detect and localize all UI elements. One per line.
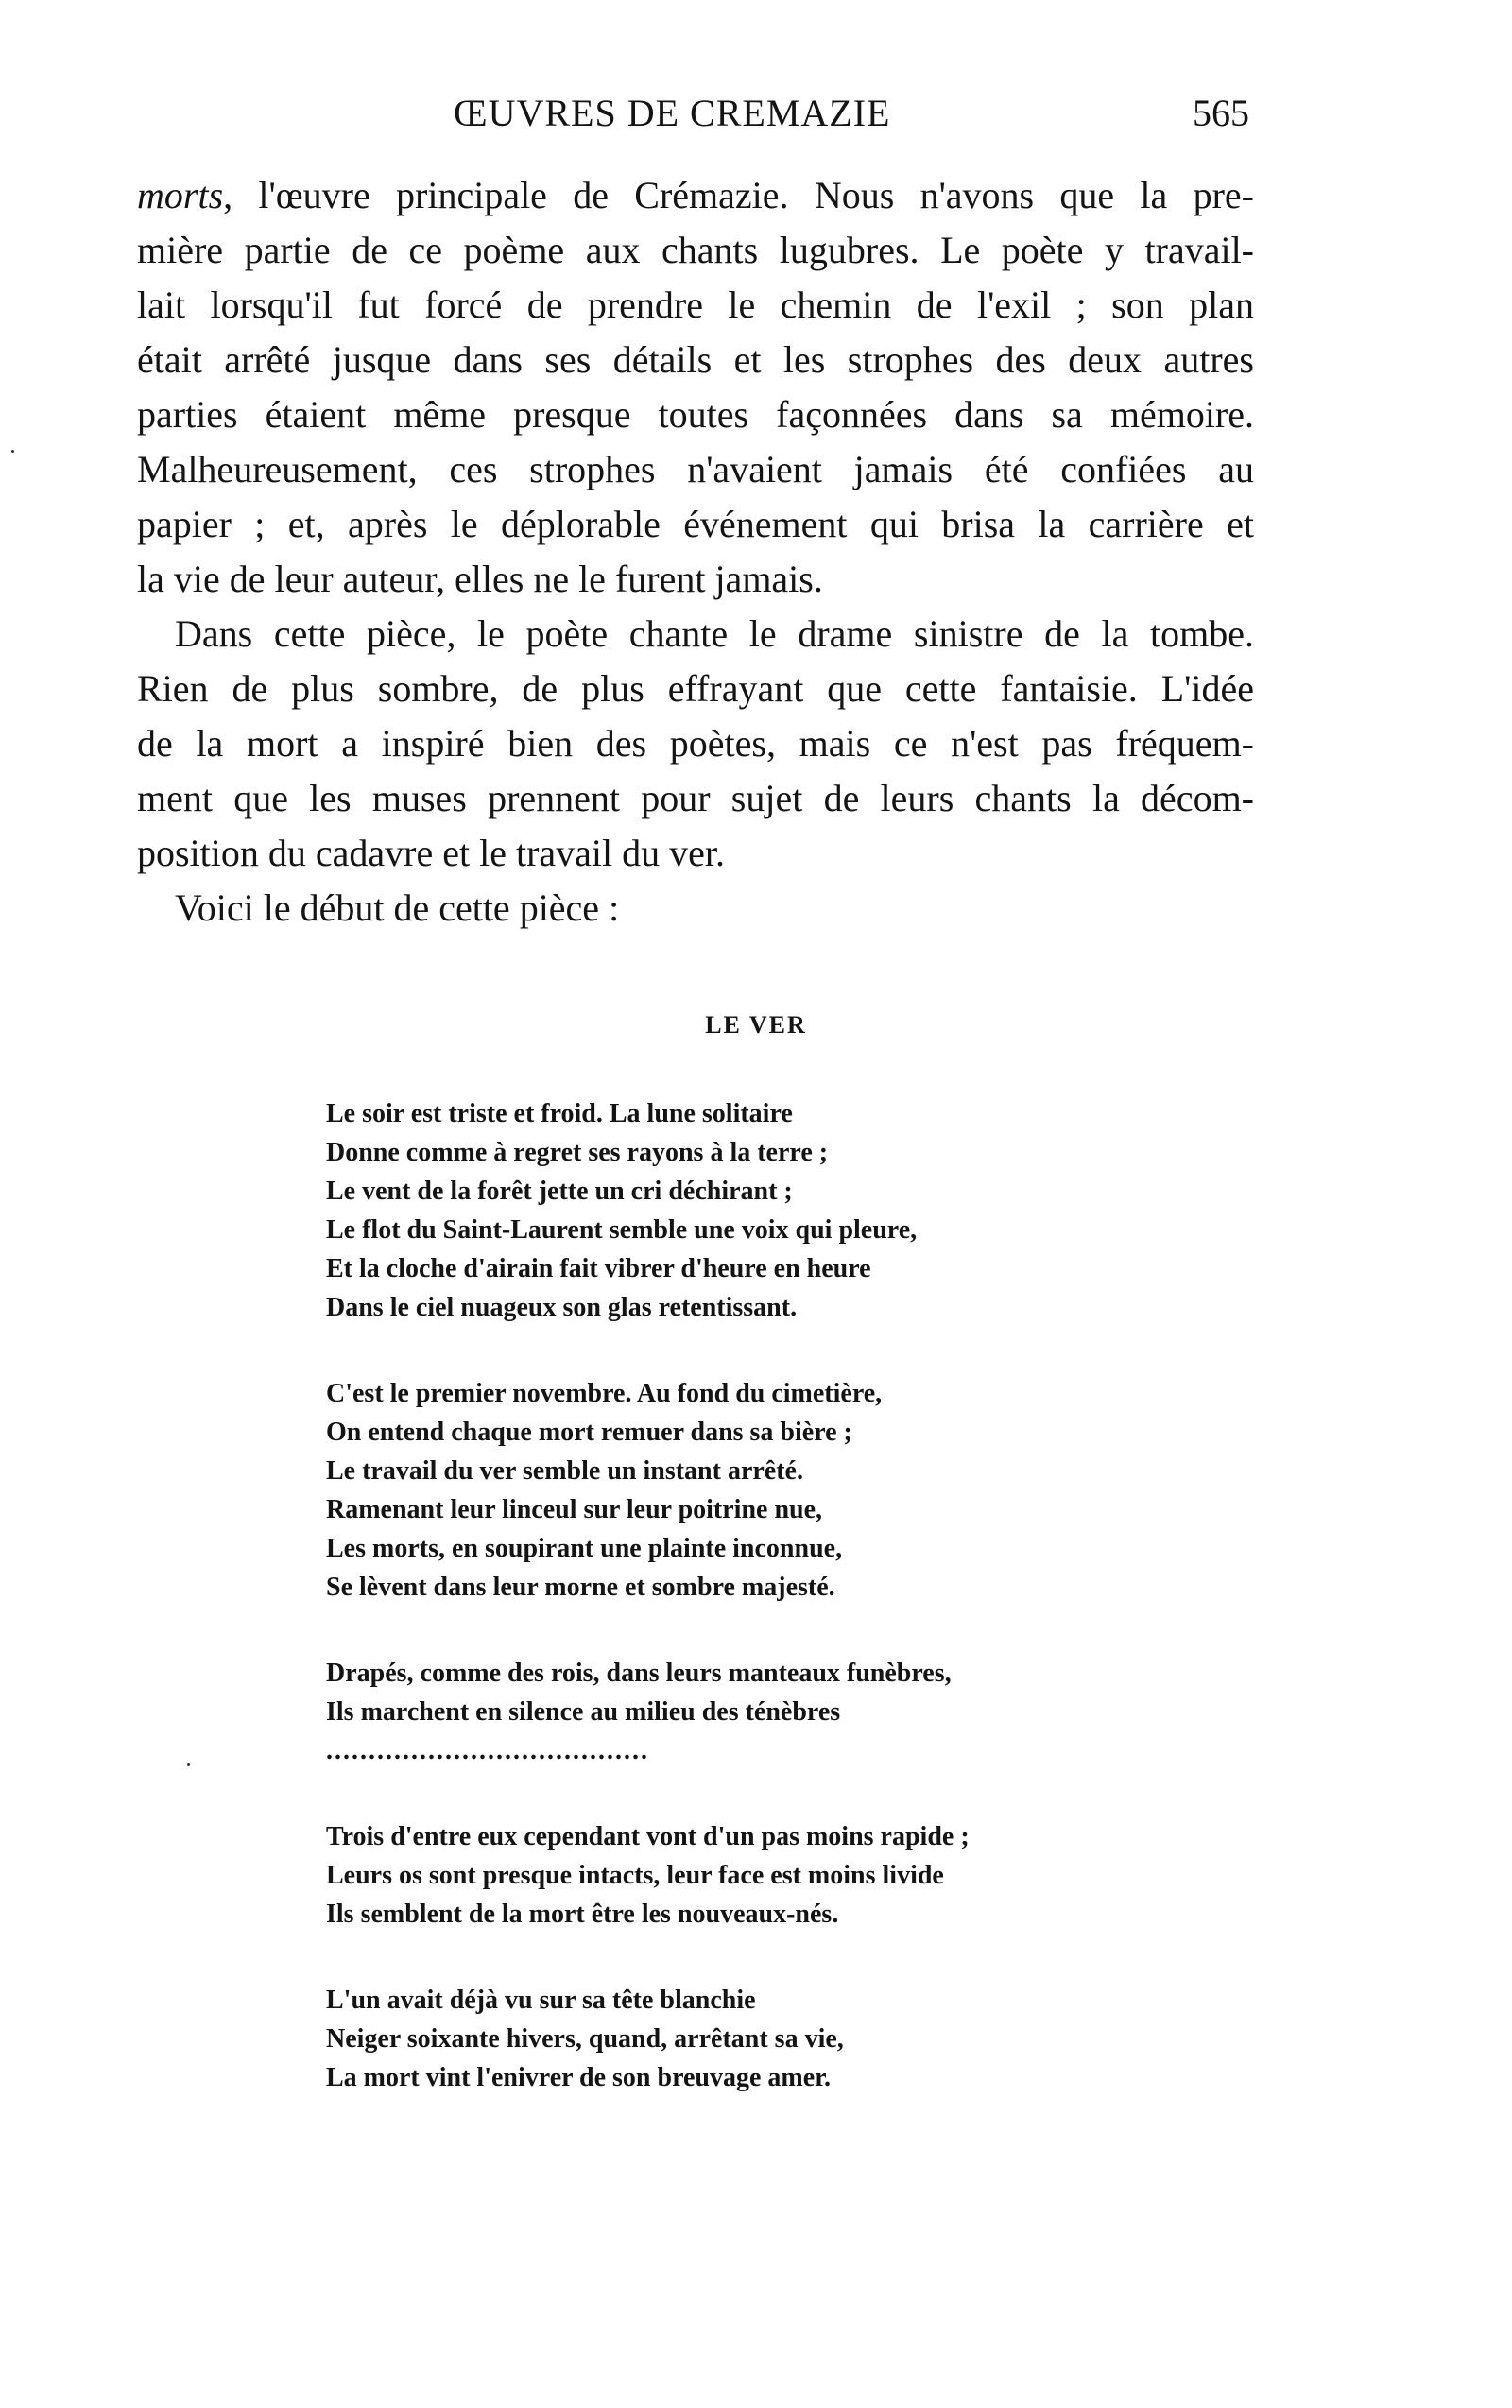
- verse-line: On entend chaque mort remuer dans sa bière ;: [326, 1418, 852, 1447]
- verse-line: Le vent de la forêt jette un cri déchirant ;: [326, 1177, 793, 1206]
- verse-line: Le flot du Saint-Laurent semble une voix qui pleure,: [326, 1215, 918, 1245]
- running-title: ŒUVRES DE CREMAZIE: [454, 92, 891, 134]
- prose-line: la vie de leur auteur, elles ne le furent jamais.: [137, 558, 823, 600]
- print-speck: [187, 1763, 190, 1766]
- italic-word: morts: [137, 174, 224, 216]
- prose-line: lait lorsqu'il fut forcé de prendre le chemin de l'exil ; son plan: [137, 284, 1254, 326]
- verse-line: Donne comme à regret ses rayons à la terre ;: [326, 1138, 829, 1167]
- prose-line: Voici le début de cette pièce :: [175, 886, 620, 929]
- ellipsis-line: ......................................: [326, 1736, 649, 1765]
- stanza: [326, 1981, 1177, 2097]
- poem-title: LE VER: [705, 1011, 807, 1039]
- prose-line: position du cadavre et le travail du ver.: [137, 832, 726, 874]
- verse-line: Et la cloche d'airain fait vibrer d'heure en heure: [326, 1254, 871, 1283]
- verse-line: Ils marchent en silence au milieu des ténèbres: [326, 1697, 841, 1727]
- stanza: [326, 1374, 1177, 1607]
- poem: [326, 1094, 1177, 2144]
- verse-line: Le soir est triste et froid. La lune solitaire: [326, 1099, 793, 1128]
- prose-body: [137, 168, 1254, 936]
- verse-line: Neiger soixante hivers, quand, arrêtant sa vie,: [326, 2024, 844, 2054]
- verse-line: Ramenant leur linceul sur leur poitrine nue,: [326, 1495, 823, 1524]
- verse-line: C'est le premier novembre. Au fond du cimetière,: [326, 1379, 883, 1408]
- verse-line: Drapés, comme des rois, dans leurs manteaux funèbres,: [326, 1659, 952, 1688]
- print-speck: [11, 450, 14, 453]
- verse-line: La mort vint l'enivrer de son breuvage amer.: [326, 2063, 832, 2092]
- prose-line: était arrêté jusque dans ses détails et les strophes des deux autres: [137, 338, 1254, 381]
- prose-line: parties étaient même presque toutes façonnées dans sa mémoire.: [137, 393, 1254, 436]
- running-head: [0, 91, 1512, 147]
- stanza: [326, 1094, 1177, 1327]
- stanza: [326, 1654, 1177, 1770]
- verse-line: Dans le ciel nuageux son glas retentissant.: [326, 1293, 798, 1322]
- prose-line: mière partie de ce poème aux chants lugubres. Le poète y travail-: [137, 229, 1254, 271]
- verse-line: L'un avait déjà vu sur sa tête blanchie: [326, 1986, 756, 2015]
- prose-line: papier ; et, après le déplorable événement qui brisa la carrière et: [137, 503, 1254, 545]
- prose-line: Malheureusement, ces strophes n'avaient jamais été confiées au: [137, 448, 1254, 490]
- prose-line-text: , l'œuvre principale de Crémazie. Nous n'avons que la pre-: [223, 174, 1254, 216]
- page-number: 565: [1193, 92, 1249, 134]
- verse-line: Leurs os sont presque intacts, leur face est moins livide: [326, 1861, 944, 1890]
- verse-line: Ils semblent de la mort être les nouveaux-nés.: [326, 1900, 839, 1929]
- verse-line: Trois d'entre eux cependant vont d'un pas moins rapide ;: [326, 1822, 970, 1851]
- verse-line: Le travail du ver semble un instant arrêté.: [326, 1456, 803, 1486]
- verse-line: Se lèvent dans leur morne et sombre majesté.: [326, 1573, 835, 1602]
- stanza: [326, 1817, 1177, 1934]
- prose-line: Rien de plus sombre, de plus effrayant que cette fantaisie. L'idée: [137, 667, 1254, 710]
- prose-line: Dans cette pièce, le poète chante le drame sinistre de la tombe.: [175, 612, 1254, 655]
- verse-line: Les morts, en soupirant une plainte inconnue,: [326, 1534, 843, 1563]
- prose-line: ment que les muses prennent pour sujet de leurs chants la décom-: [137, 777, 1254, 819]
- prose-line: [137, 168, 1254, 223]
- prose-line: de la mort a inspiré bien des poètes, mais ce n'est pas fréquem-: [137, 722, 1254, 765]
